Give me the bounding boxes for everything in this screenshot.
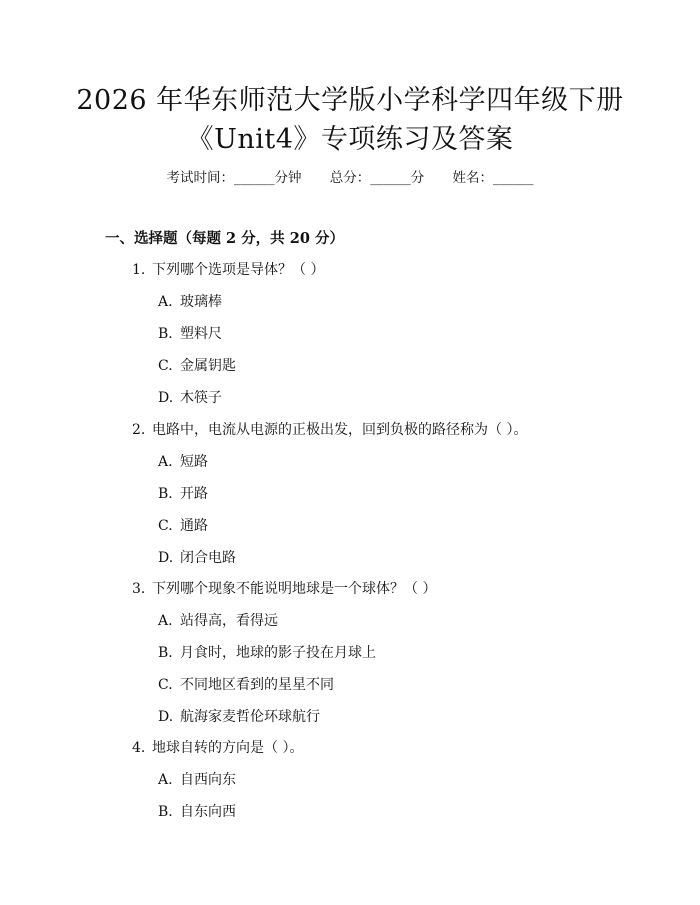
option-text: 短路 bbox=[180, 454, 208, 470]
option-text: 自东向西 bbox=[180, 804, 236, 820]
option-text: 航海家麦哲伦环球航行 bbox=[180, 709, 320, 725]
option-letter: A. bbox=[158, 454, 173, 470]
option-text: 站得高，看得远 bbox=[180, 613, 278, 629]
option-text: 塑料尺 bbox=[180, 326, 222, 342]
option-1b bbox=[158, 324, 222, 344]
exam-time-field: 考试时间：______分钟 bbox=[166, 170, 302, 186]
option-letter: B. bbox=[158, 486, 173, 502]
option-letter: C. bbox=[158, 358, 173, 374]
option-letter: A. bbox=[158, 294, 173, 310]
option-2d bbox=[158, 548, 236, 568]
option-3d bbox=[158, 707, 320, 727]
question-number: 2. bbox=[132, 422, 146, 438]
option-text: 自西向东 bbox=[180, 772, 236, 788]
question-text: 地球自转的方向是（ ）。 bbox=[152, 740, 304, 756]
option-1d bbox=[158, 388, 222, 408]
option-letter: B. bbox=[158, 804, 173, 820]
option-letter: C. bbox=[158, 677, 173, 693]
option-letter: D. bbox=[158, 550, 174, 566]
option-text: 不同地区看到的星星不同 bbox=[180, 677, 334, 693]
question-1 bbox=[132, 260, 324, 280]
option-1c bbox=[158, 356, 236, 376]
option-text: 玻璃棒 bbox=[180, 294, 222, 310]
section-heading: 一、选择题（每题 2 分，共 20 分） bbox=[105, 230, 344, 247]
question-number: 3. bbox=[132, 581, 146, 597]
document-title-line-2: 《Unit4》专项练习及答案 bbox=[186, 124, 514, 155]
option-2b bbox=[158, 484, 208, 504]
option-1a bbox=[158, 292, 222, 312]
option-text: 开路 bbox=[180, 486, 208, 502]
option-letter: D. bbox=[158, 709, 174, 725]
question-number: 1. bbox=[132, 262, 146, 278]
question-number: 4. bbox=[132, 740, 146, 756]
option-4b bbox=[158, 802, 236, 822]
option-3a bbox=[158, 611, 278, 631]
option-letter: B. bbox=[158, 645, 173, 661]
option-letter: B. bbox=[158, 326, 173, 342]
option-2a bbox=[158, 452, 208, 472]
exam-info-row bbox=[0, 168, 700, 188]
question-text: 下列哪个现象不能说明地球是一个球体？（ ） bbox=[152, 581, 437, 597]
option-letter: C. bbox=[158, 518, 173, 534]
option-letter: D. bbox=[158, 390, 174, 406]
student-name-field: 姓名：______ bbox=[452, 170, 534, 186]
question-3 bbox=[132, 579, 436, 599]
option-text: 通路 bbox=[180, 518, 208, 534]
option-3c bbox=[158, 675, 334, 695]
option-text: 木筷子 bbox=[180, 390, 222, 406]
question-2 bbox=[132, 420, 527, 440]
option-text: 金属钥匙 bbox=[180, 358, 236, 374]
question-text: 电路中，电流从电源的正极出发，回到负极的路径称为（ ）。 bbox=[152, 422, 528, 438]
question-text: 下列哪个选项是导体？（ ） bbox=[152, 262, 325, 278]
option-text: 月食时，地球的影子投在月球上 bbox=[180, 645, 376, 661]
option-2c bbox=[158, 516, 208, 536]
option-letter: A. bbox=[158, 613, 173, 629]
option-text: 闭合电路 bbox=[180, 550, 236, 566]
option-4a bbox=[158, 770, 236, 790]
total-score-field: 总分：______分 bbox=[329, 170, 425, 186]
option-3b bbox=[158, 643, 376, 663]
question-4 bbox=[132, 738, 303, 758]
document-title-line-1: 2026 年华东师范大学版小学科学四年级下册 bbox=[76, 85, 624, 116]
option-letter: A. bbox=[158, 772, 173, 788]
